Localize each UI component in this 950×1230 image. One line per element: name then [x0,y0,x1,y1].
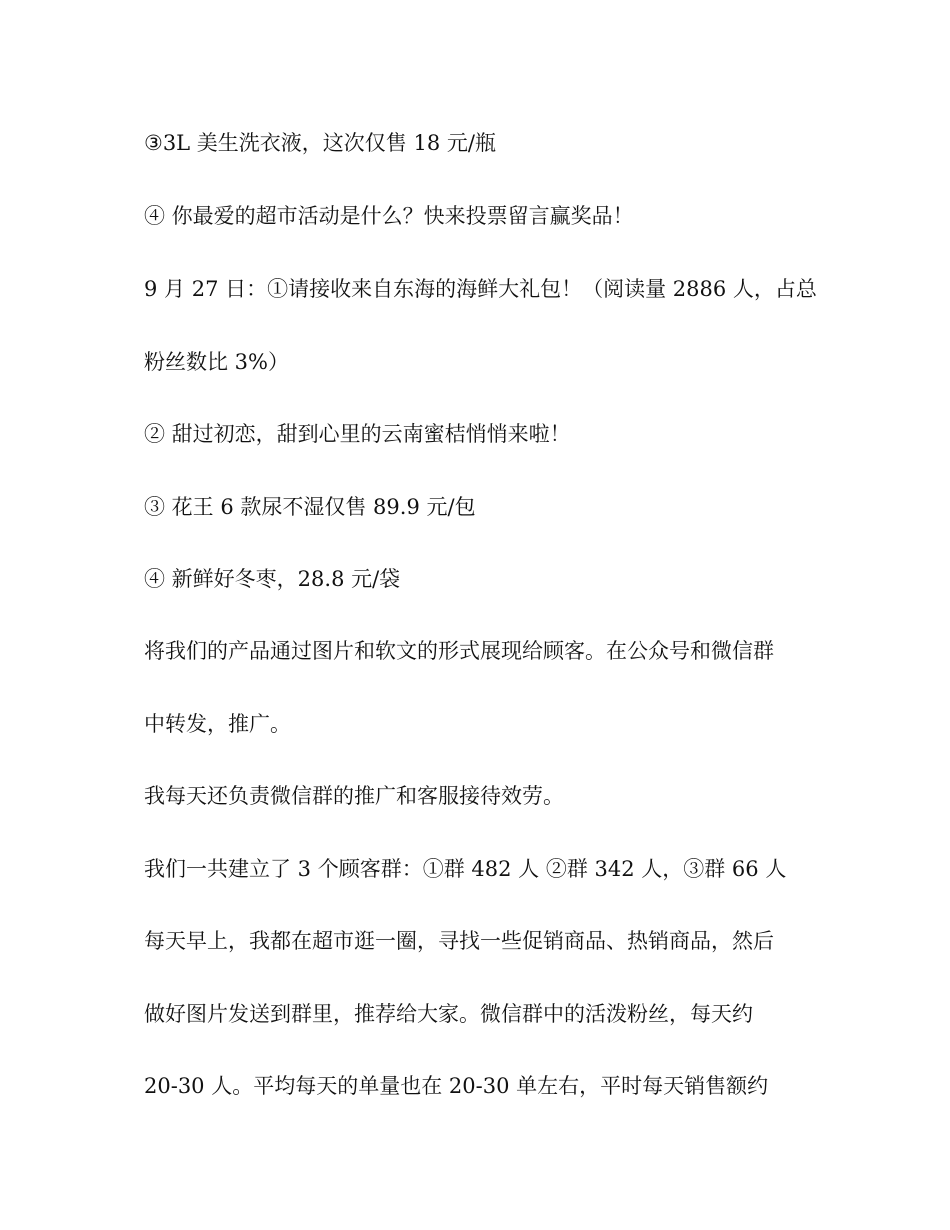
text-line: ④ 新鲜好冬枣，28.8 元/袋 [144,567,401,591]
text-line: 中转发，推广。 [144,712,291,736]
text-line: 做好图片发送到群里，推荐给大家。微信群中的活泼粉丝，每天约 [144,1002,753,1026]
text-line: 将我们的产品通过图片和软文的形式展现给顾客。在公众号和微信群 [144,639,774,663]
text-line: ③3L 美生洗衣液，这次仅售 18 元/瓶 [144,131,496,155]
text-line: 我每天还负责微信群的推广和客服接待效劳。 [144,784,564,808]
text-line: 粉丝数比 3%） [144,350,289,374]
text-line: ③ 花王 6 款尿不湿仅售 89.9 元/包 [144,495,476,519]
text-line: ④ 你最爱的超市活动是什么？快来投票留言赢奖品！ [144,204,634,228]
text-line: 我们一共建立了 3 个顾客群：①群 482 人 ②群 342 人，③群 66 人 [144,857,787,881]
text-line: ② 甜过初恋，甜到心里的云南蜜桔悄悄来啦！ [144,422,571,446]
text-line: 每天早上，我都在超市逛一圈，寻找一些促销商品、热销商品，然后 [144,929,774,953]
text-line: 9 月 27 日：①请接收来自东海的海鲜大礼包！（阅读量 2886 人，占总 [144,277,817,301]
text-line: 20-30 人。平均每天的单量也在 20-30 单左右，平时每天销售额约 [144,1074,769,1098]
